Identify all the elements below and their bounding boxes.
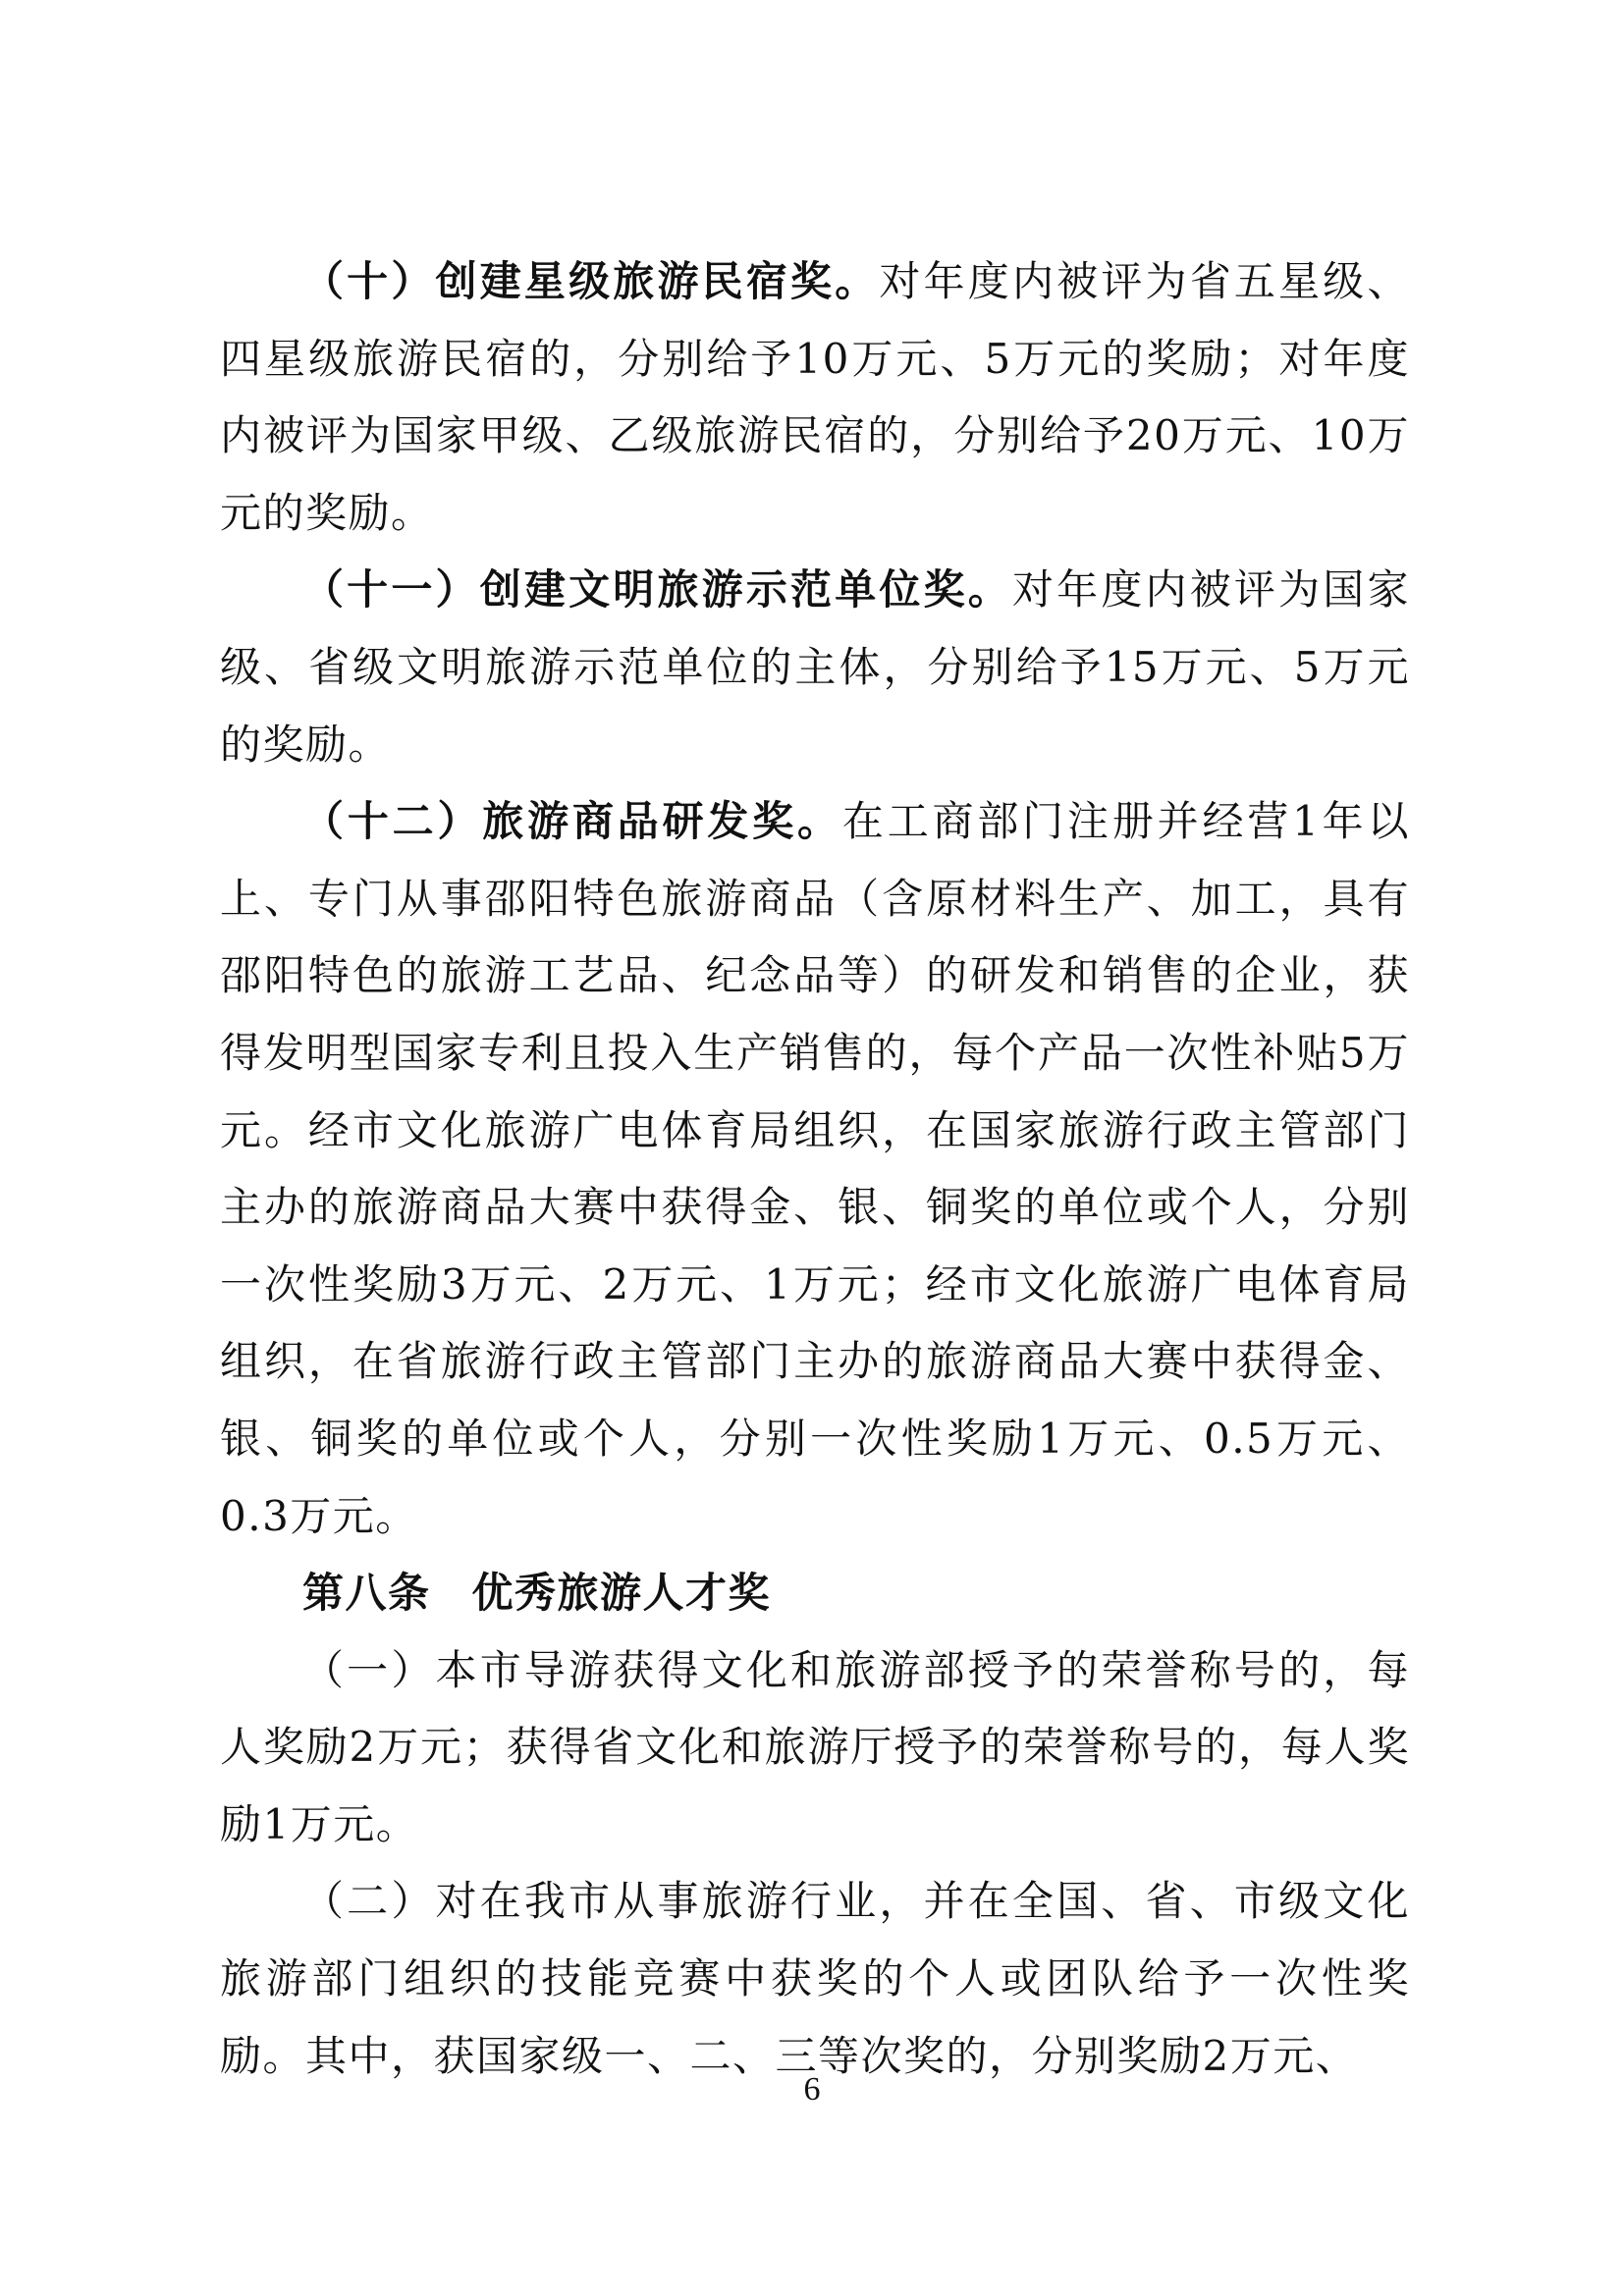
paragraph-tourism-product-award: [220, 783, 1410, 1555]
page-number: 6: [803, 2071, 821, 2108]
article-item-guide-honor: （一）本市导游获得文化和旅游部授予的荣誉称号的，每人奖励2万元；获得省文化和旅游厅授予的荣誉称号的，每人奖励1万元。: [220, 1645, 1410, 1848]
article-title: 优秀旅游人才奖: [471, 1569, 772, 1618]
paragraph-text: 在工商部门注册并经营1年以上、专门从事邵阳特色旅游商品（含原材料生产、加工，具有邵阳特色的旅游工艺品、纪念品等）的研发和销售的企业，获得发明型国家专利且投入生产销售的，每个产品一次性补贴5万元。经市文化旅游广电体育局组织，在国家旅游行政主管部门主办的旅游商品大赛中获得金、银、铜奖的单位或个人，分别一次性奖励3万元、2万元、1万元；经市文化旅游广电体育局组织，在省旅游行政主管部门主办的旅游商品大赛中获得金、银、铜奖的单位或个人，分别一次性奖励1万元、0.5万元、0.3万元。: [220, 797, 1410, 1540]
document-body: [220, 243, 1410, 2095]
article-number: 第八条: [302, 1569, 431, 1618]
article-heading: [220, 1555, 1410, 1632]
paragraph-heading: （十二）旅游商品研发奖。: [302, 797, 842, 846]
paragraph-text: 对年度内被评为省五星级、四星级旅游民宿的，分别给予10万元、5万元的奖励；对年度内被评为国家甲级、乙级旅游民宿的，分别给予20万元、10万元的奖励。: [220, 257, 1410, 537]
paragraph-text: 对年度内被评为国家级、省级文明旅游示范单位的主体，分别给予15万元、5万元的奖励。: [220, 565, 1410, 769]
paragraph-homestay-award: [220, 243, 1410, 552]
article-item-skill-competition: （二）对在我市从事旅游行业，并在全国、省、市级文化旅游部门组织的技能竞赛中获奖的个人或团队给予一次性奖励。其中，获国家级一、二、三等次奖的，分别奖励2万元、: [220, 1877, 1410, 2080]
paragraph-civilized-tourism-award: [220, 552, 1410, 783]
paragraph-heading: （十一）创建文明旅游示范单位奖。: [302, 565, 1012, 614]
paragraph-heading: （十）创建星级旅游民宿奖。: [302, 257, 880, 305]
